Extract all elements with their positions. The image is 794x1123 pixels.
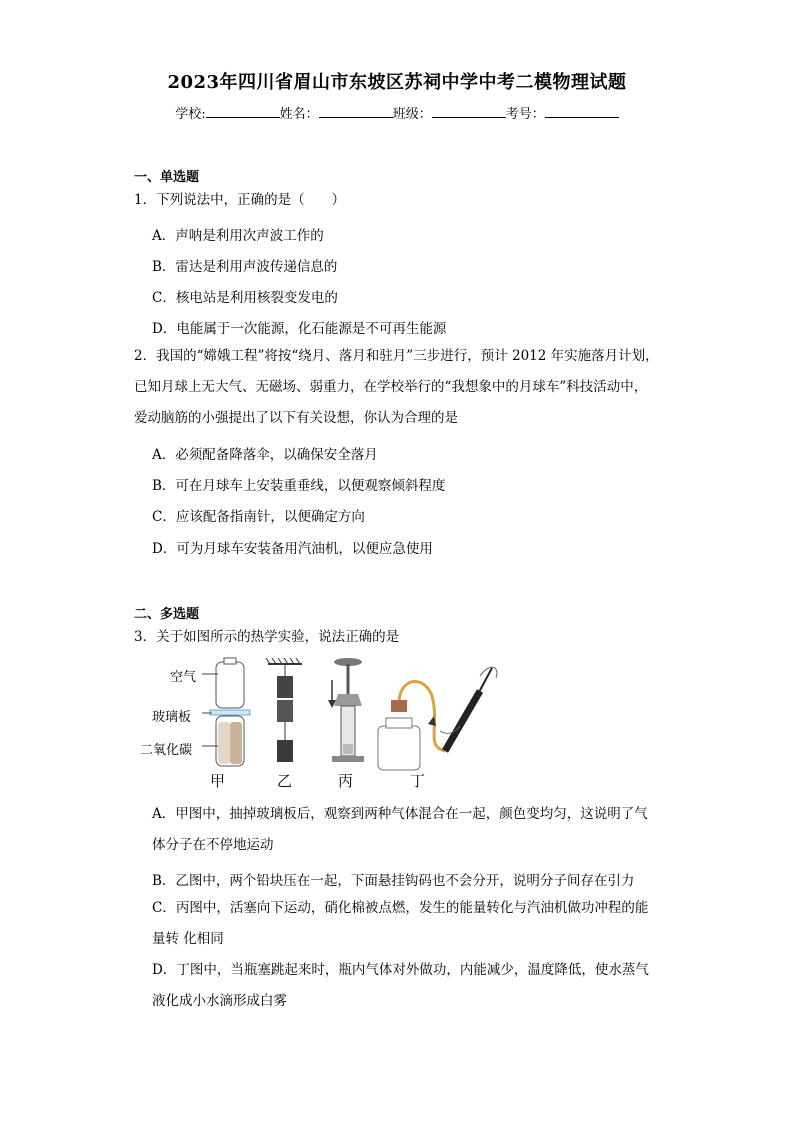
label-glass-plate: 玻璃板 [152, 710, 192, 725]
label-carbon-dioxide: 二氧化碳 [140, 743, 193, 758]
question-1-stem: 1．下列说法中，正确的是（ ） [134, 192, 346, 208]
number-blank[interactable] [545, 105, 619, 118]
number-label: 考号： [505, 107, 545, 122]
diagram-ding-bottle-pump [378, 667, 497, 770]
question-1-option-c: C．核电站是利用核裂变发电的 [152, 290, 338, 306]
caption-bing: 丙 [338, 772, 354, 790]
question-3-option-c-line-2: 量转 化相同 [152, 931, 224, 947]
diagram-jia-gas-jars [202, 658, 250, 766]
page-title: 2023年四川省眉山市东坡区苏祠中学中考二模物理试题 [167, 72, 627, 93]
caption-yi: 乙 [277, 772, 293, 790]
question-3-option-d [152, 955, 672, 1017]
question-2-option-a: A．必须配备降落伞，以确保安全落月 [152, 447, 378, 463]
label-air: 空气 [170, 670, 197, 685]
question-3-option-c [152, 893, 672, 955]
question-3-option-a-line-1: A．甲图中，抽掉玻璃板后，观察到两种气体混合在一起，颜色变均匀，这说明了气 [152, 806, 648, 822]
question-2-option-d: D．可为月球车安装备用汽油机，以便应急使用 [152, 541, 433, 557]
section-multi-choice: 二、多选题 [134, 607, 200, 622]
question-2-option-c: C．应该配备指南针，以便确定方向 [152, 509, 365, 525]
question-3-option-d-line-2: 液化成小水滴形成白雾 [152, 993, 287, 1009]
thermal-experiment-figure [140, 656, 500, 796]
diagram-yi-lead-blocks [266, 658, 302, 762]
question-3-stem: 3．关于如图所示的热学实验，说法正确的是 [134, 629, 400, 645]
question-2-option-b: B．可在月球车上安装重垂线，以便观察倾斜程度 [152, 478, 446, 494]
school-label: 学校: [175, 107, 206, 122]
question-3-option-b: B．乙图中，两个铅块压在一起，下面悬挂钩码也不会分开，说明分子间存在引力 [152, 873, 635, 889]
name-label: 姓名： [279, 107, 319, 122]
question-1-option-a: A．声呐是利用次声波工作的 [152, 228, 324, 244]
question-3-option-c-line-1: C．丙图中，活塞向下运动，硝化棉被点燃，发生的能量转化与汽油机做功冲程的能 [152, 900, 649, 916]
caption-ding: 丁 [410, 772, 426, 790]
class-blank[interactable] [432, 105, 506, 118]
question-2-stem-line-1: 2．我国的“嫦娥工程”将按“绕月、落月和驻月”三步进行，预计 2012 年实施落月计划， [134, 348, 659, 364]
caption-jia: 甲 [210, 772, 226, 790]
section-single-choice: 一、单选题 [134, 170, 200, 185]
class-label: 班级： [392, 107, 432, 122]
diagram-bing-piston-cylinder [328, 658, 364, 762]
question-1-option-d: D．电能属于一次能源，化石能源是不可再生能源 [152, 321, 447, 337]
name-blank[interactable] [319, 105, 393, 118]
question-1-option-b: B．雷达是利用声波传递信息的 [152, 259, 338, 275]
question-3-option-a-line-2: 体分子在不停地运动 [152, 837, 274, 853]
question-3-option-d-line-1: D．丁图中，当瓶塞跳起来时，瓶内气体对外做功，内能减少，温度降低，使水蒸气 [152, 962, 649, 978]
question-2-stem-line-2: 已知月球上无大气、无磁场、弱重力，在学校举行的“我想象中的月球车”科技活动中， [134, 379, 648, 395]
question-3-option-a [152, 799, 672, 861]
school-blank[interactable] [206, 105, 280, 118]
student-info-line [0, 103, 794, 122]
question-2-stem-line-3: 爱动脑筋的小强提出了以下有关设想，你认为合理的是 [134, 410, 458, 426]
question-2-stem [134, 341, 674, 434]
